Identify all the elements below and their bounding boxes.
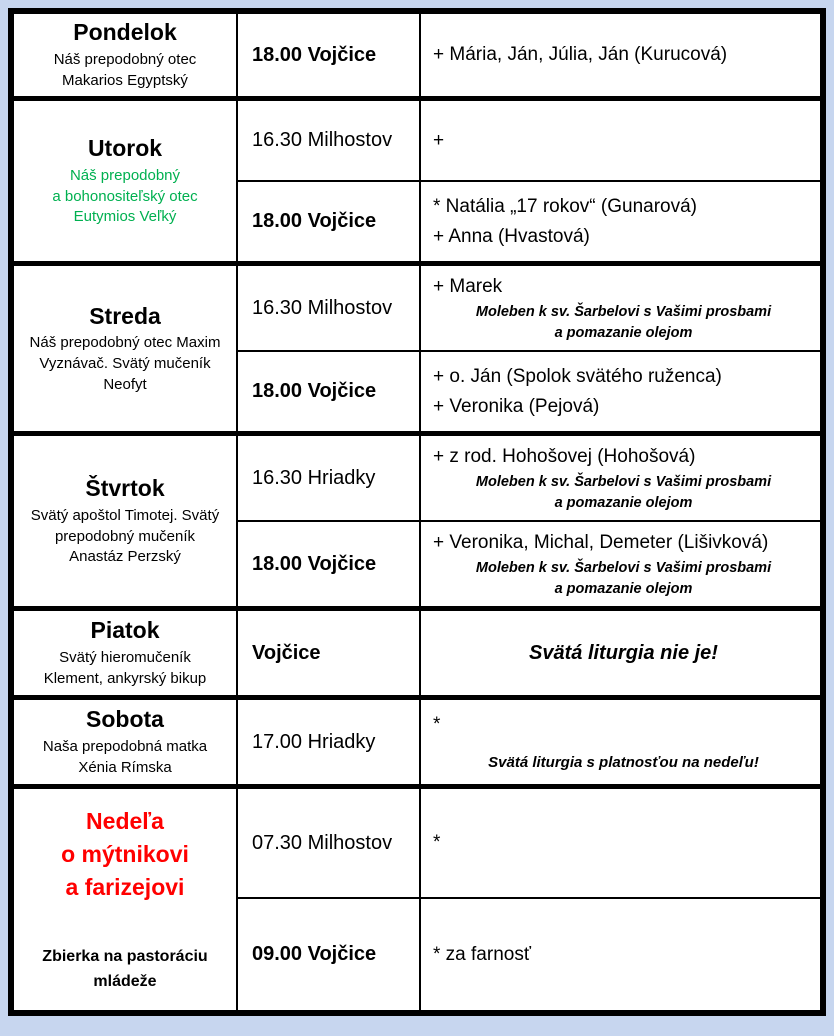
time-cell: 16.30 Milhostov — [238, 101, 421, 180]
day-subtitle-line: prepodobný mučeník — [54, 527, 196, 545]
services — [238, 14, 820, 96]
day-cell-nedela — [14, 789, 238, 1010]
time-cell: 09.00 Vojčice — [238, 899, 421, 1010]
day-title: Štvrtok — [85, 475, 165, 502]
day-cell-streda — [14, 266, 238, 431]
service-row — [238, 101, 820, 182]
services — [238, 700, 820, 784]
intention-line: * — [433, 714, 441, 735]
day-subtitle — [54, 50, 197, 91]
intentions-cell — [421, 14, 820, 96]
intentions-cell — [421, 899, 820, 1010]
time-cell: 16.30 Milhostov — [238, 266, 421, 350]
service-row — [238, 700, 820, 784]
day-row-piatok — [14, 611, 820, 700]
service-row — [238, 182, 820, 261]
time-cell: 18.00 Vojčice — [238, 182, 421, 261]
day-cell-utorok — [14, 101, 238, 261]
day-row-stvrtok — [14, 436, 820, 611]
day-subtitle-line: Náš prepodobný otec — [53, 51, 197, 69]
service-row — [238, 436, 820, 522]
intention-line: + Mária, Ján, Júlia, Ján (Kurucová) — [433, 44, 728, 66]
day-cell-sobota — [14, 700, 238, 784]
collection-note-line: Zbierka na pastoráciu — [42, 947, 208, 965]
note-line: a pomazanie olejom — [554, 580, 693, 597]
intention-line: + Marek — [433, 276, 503, 298]
service-row — [238, 899, 820, 1010]
sunday-title-line: o mýtnikovi — [61, 841, 189, 868]
intentions-cell — [421, 700, 820, 784]
intentions-cell — [421, 101, 820, 180]
note-line: Moleben k sv. Šarbelovi s Vašimi prosbami — [475, 473, 772, 490]
service-row — [238, 611, 820, 695]
intention-line: + o. Ján (Spolok svätého ruženca) — [433, 366, 722, 388]
time-cell: 07.30 Milhostov — [238, 789, 421, 897]
sunday-title-line: a farizejovi — [65, 874, 185, 901]
moleben-note — [433, 558, 814, 600]
day-subtitle — [30, 333, 221, 395]
time-cell: 17.00 Hriadky — [238, 700, 421, 784]
service-row — [238, 266, 820, 352]
intentions-cell — [421, 266, 820, 350]
time-cell: 18.00 Vojčice — [238, 352, 421, 431]
intention-line: * za farnosť — [433, 943, 531, 965]
service-row — [238, 789, 820, 899]
services — [238, 266, 820, 431]
time-cell: 16.30 Hriadky — [238, 436, 421, 520]
day-subtitle-line: Vyznávač. Svätý mučeník — [39, 355, 211, 373]
day-subtitle-line: Neofyt — [103, 375, 147, 393]
day-row-sobota — [14, 700, 820, 789]
day-cell-stvrtok — [14, 436, 238, 606]
note-line: Moleben k sv. Šarbelovi s Vašimi prosbami — [475, 559, 772, 576]
time-cell: Vojčice — [238, 611, 421, 695]
service-row — [238, 14, 820, 96]
day-title: Streda — [89, 302, 161, 329]
intentions-cell — [421, 436, 820, 520]
day-subtitle — [44, 648, 207, 689]
intentions-cell — [421, 611, 820, 695]
day-cell-pondelok — [14, 14, 238, 96]
schedule-table — [8, 8, 826, 1016]
intention-line: + Anna (Hvastová) — [433, 225, 590, 247]
time-cell: 18.00 Vojčice — [238, 522, 421, 606]
day-subtitle-line: Makarios Egyptský — [62, 71, 188, 89]
day-subtitle-line: Xénia Rímska — [78, 758, 172, 776]
day-row-utorok — [14, 101, 820, 266]
sunday-title — [61, 805, 189, 905]
intention-line: + Veronika, Michal, Demeter (Lišivková) — [433, 532, 769, 554]
service-row — [238, 352, 820, 431]
note-line: a pomazanie olejom — [554, 324, 693, 341]
moleben-note — [433, 472, 814, 514]
services — [238, 789, 820, 1010]
day-title: Piatok — [90, 617, 160, 644]
intention-line: + — [433, 129, 445, 151]
day-subtitle — [43, 737, 207, 778]
collection-note — [42, 945, 207, 995]
services — [238, 436, 820, 606]
time-cell: 18.00 Vojčice — [238, 14, 421, 96]
day-subtitle-line: Svätý hieromučeník — [59, 649, 191, 667]
services — [238, 101, 820, 261]
day-subtitle-line: Svätý apoštol Timotej. Svätý — [30, 506, 220, 524]
day-subtitle-line: Klement, ankyrský bikup — [43, 669, 207, 687]
day-row-nedela — [14, 789, 820, 1010]
intentions-cell — [421, 182, 820, 261]
day-subtitle — [52, 166, 197, 228]
note-line: Moleben k sv. Šarbelovi s Vašimi prosbami — [475, 303, 772, 320]
intentions-cell — [421, 522, 820, 606]
no-liturgy-note: Svätá liturgia nie je! — [529, 641, 718, 664]
note-line: a pomazanie olejom — [554, 494, 693, 511]
intention-line: + Veronika (Pejová) — [433, 395, 600, 417]
day-subtitle — [31, 506, 219, 568]
day-cell-piatok — [14, 611, 238, 695]
services — [238, 611, 820, 695]
day-subtitle-line: Eutymios Veľký — [73, 208, 177, 226]
day-subtitle-line: a bohonositeľský otec — [52, 187, 198, 205]
day-title: Pondelok — [73, 19, 177, 46]
intention-line: + z rod. Hohošovej (Hohošová) — [433, 446, 696, 468]
day-subtitle-line: Anastáz Perzský — [69, 548, 181, 566]
intention-line: * — [433, 832, 441, 854]
day-subtitle-line: Naša prepodobná matka — [42, 738, 208, 756]
intention-line: * Natália „17 rokov“ (Gunarová) — [433, 196, 697, 218]
collection-note-line: mládeže — [93, 972, 157, 990]
saturday-validity-note: Svätá liturgia s platnosťou na nedeľu! — [488, 754, 759, 772]
intentions-cell — [421, 352, 820, 431]
day-row-streda — [14, 266, 820, 436]
day-row-pondelok — [14, 14, 820, 101]
day-title: Sobota — [86, 706, 164, 733]
day-subtitle-line: Náš prepodobný otec Maxim — [29, 334, 221, 352]
moleben-note — [433, 302, 814, 344]
day-title: Utorok — [87, 135, 163, 162]
service-row — [238, 522, 820, 606]
sunday-title-line: Nedeľa — [86, 807, 164, 834]
day-subtitle-line: Náš prepodobný — [69, 166, 181, 184]
intentions-cell — [421, 789, 820, 897]
